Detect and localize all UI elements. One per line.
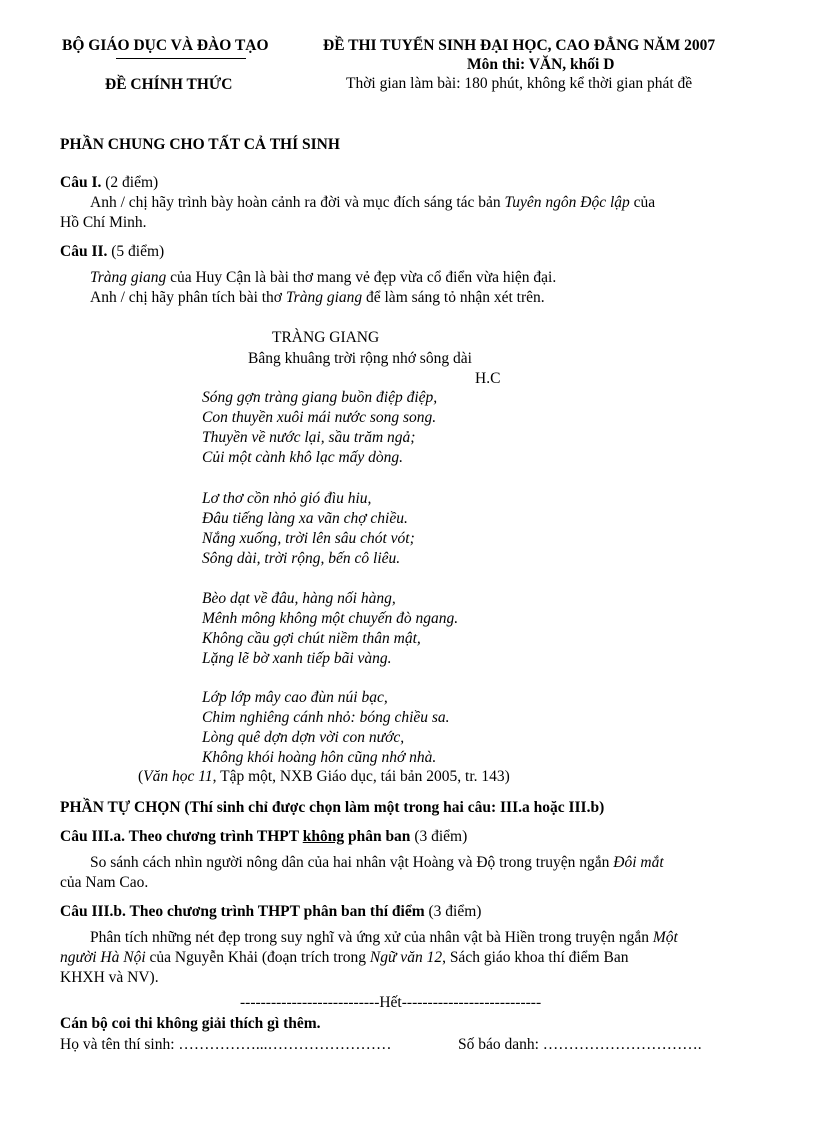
question-2-line-2: Anh / chị hãy phân tích bài thơ Tràng giang để làm sáng tỏ nhận xét trên. [90, 289, 545, 306]
question-1-points: (2 điểm) [105, 174, 159, 191]
question-2-line-1: Tràng giang của Huy Cận là bài thơ mang vẻ đẹp vừa cổ điển vừa hiện đại. [90, 269, 557, 286]
poem-line: Nắng xuống, trời lên sâu chót vót; [202, 530, 415, 547]
official-label: ĐỀ CHÍNH THỨC [105, 76, 233, 93]
poem-source: (Văn học 11, Tập một, NXB Giáo dục, tái bản 2005, tr. 143) [138, 768, 510, 785]
question-2-label: Câu II. [60, 243, 108, 260]
poem-line: Không khói hoàng hôn cũng nhớ nhà. [202, 749, 437, 766]
poem-line: Lơ thơ cồn nhỏ gió đìu hiu, [202, 490, 372, 507]
poem-line: Đâu tiếng làng xa vãn chợ chiều. [202, 510, 408, 527]
question-1-text-cont: Hồ Chí Minh. [60, 214, 147, 231]
poem-line: Lớp lớp mây cao đùn núi bạc, [202, 689, 388, 706]
question-3b-header: Câu III.b. Theo chương trình THPT phân ban thí điểm (3 điểm) [60, 903, 482, 920]
question-3a-header: Câu III.a. Theo chương trình THPT không phân ban (3 điểm) [60, 828, 468, 845]
poem-title: TRÀNG GIANG [272, 329, 380, 346]
question-1-header [60, 173, 158, 193]
poem-line: Con thuyền xuôi mái nước song song. [202, 409, 437, 426]
question-3b-line-2: người Hà Nội của Nguyễn Khải (đoạn trích trong Ngữ văn 12, Sách giáo khoa thí điểm Ban [60, 949, 629, 966]
page-number: 1 [406, 1102, 413, 1117]
exam-time: Thời gian làm bài: 180 phút, không kể thời gian phát đề [346, 75, 693, 92]
poem-line: Thuyền về nước lại, sầu trăm ngả; [202, 429, 416, 446]
end-marker: ---------------------------Hết--------------------------- [240, 994, 542, 1011]
poem-line: Chim nghiêng cánh nhỏ: bóng chiều sa. [202, 709, 450, 726]
poem-line: Bèo dạt về đâu, hàng nối hàng, [202, 590, 396, 607]
poem-line: Lòng quê dợn dợn vời con nước, [202, 729, 405, 746]
candidate-id-line: Số báo danh: …………………………. [458, 1036, 702, 1053]
candidate-name-line: Họ và tên thí sinh: ……………...…………………… [60, 1036, 392, 1053]
question-1-text: Anh / chị hãy trình bày hoàn cảnh ra đời và mục đích sáng tác bản Tuyên ngôn Độc lập của [90, 194, 656, 211]
part-optional-heading: PHẦN TỰ CHỌN (Thí sinh chỉ được chọn làm một trong hai câu: III.a hoặc III.b) [60, 799, 605, 816]
question-2-points: (5 điểm) [111, 243, 165, 260]
ministry-name: BỘ GIÁO DỤC VÀ ĐÀO TẠO [62, 37, 269, 54]
poem-line: Không cầu gợi chút niềm thân mật, [202, 630, 421, 647]
proctor-note: Cán bộ coi thi không giải thích gì thêm. [60, 1015, 321, 1032]
exam-subject: Môn thi: VĂN, khối D [467, 56, 615, 73]
question-2-header [60, 242, 164, 262]
part-common-heading: PHẦN CHUNG CHO TẤT CẢ THÍ SINH [60, 136, 340, 153]
poem-line: Lặng lẽ bờ xanh tiếp bãi vàng. [202, 650, 392, 667]
question-3b-line-1: Phân tích những nét đẹp trong suy nghĩ và ứng xử của nhân vật bà Hiền trong truyện ngắn Một [90, 929, 678, 946]
header-underline [116, 58, 246, 59]
question-3b-line-3: KHXH và NV). [60, 969, 159, 986]
poem-line: Sóng gợn tràng giang buồn điệp điệp, [202, 389, 438, 406]
poem-line: Củi một cành khô lạc mấy dòng. [202, 449, 404, 466]
exam-title: ĐỀ THI TUYỂN SINH ĐẠI HỌC, CAO ĐẲNG NĂM 2007 [323, 37, 716, 54]
question-1-label: Câu I. [60, 174, 102, 191]
poem-epigraph: Bâng khuâng trời rộng nhớ sông dài [248, 350, 472, 367]
question-3a-text: So sánh cách nhìn người nông dân của hai nhân vật Hoàng và Độ trong truyện ngắn Đôi mắt [90, 854, 664, 871]
poem-line: Mênh mông không một chuyến đò ngang. [202, 610, 459, 627]
poem-line: Sông dài, trời rộng, bến cô liêu. [202, 550, 401, 567]
poem-epigraph-author: H.C [475, 370, 501, 387]
question-3a-text-cont: của Nam Cao. [60, 874, 149, 891]
